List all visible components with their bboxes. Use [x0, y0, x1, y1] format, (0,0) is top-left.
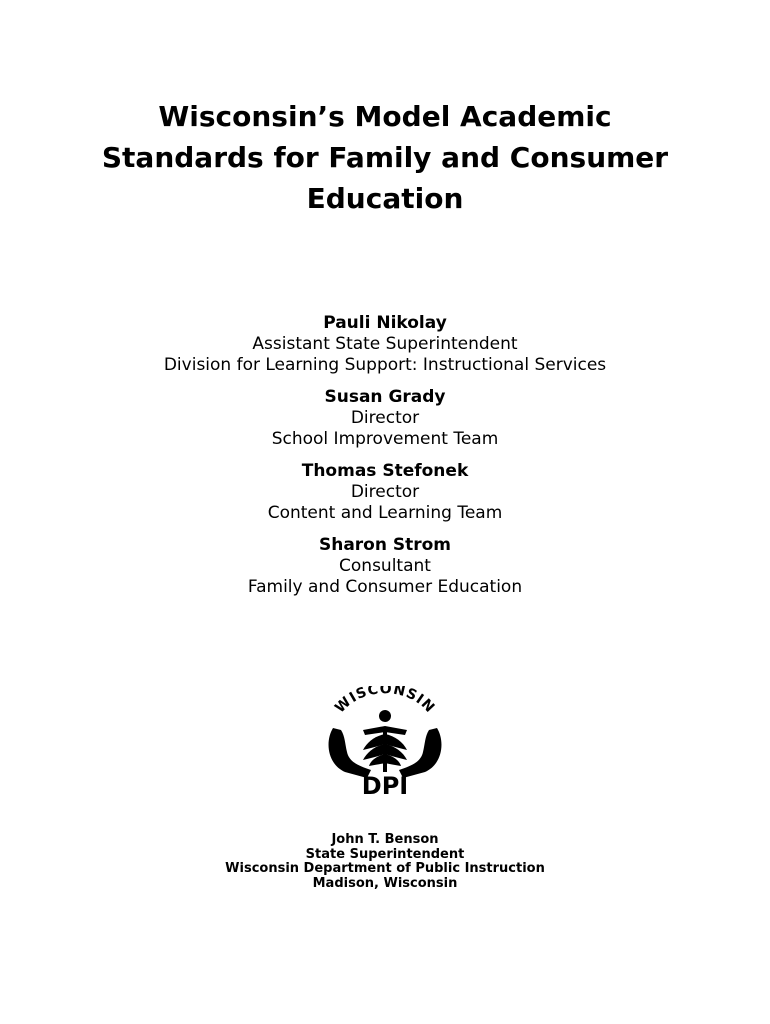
- credit-name: Sharon Strom: [318, 535, 452, 555]
- department-name: Wisconsin Department of Public Instruction: [225, 861, 545, 876]
- credit-block: [0, 313, 770, 376]
- publisher-block: [0, 833, 770, 891]
- title-line-1: Wisconsin’s Model Academic: [158, 100, 612, 133]
- superintendent-title: State Superintendent: [305, 846, 465, 862]
- seal-arc-text: WISCONSIN: [332, 686, 438, 717]
- credit-name: Pauli Nikolay: [323, 313, 447, 333]
- credit-title: Director: [350, 408, 420, 428]
- title-line-3: Education: [306, 182, 464, 215]
- location: Madison, Wisconsin: [312, 875, 458, 891]
- title-line-2: Standards for Family and Consumer: [101, 141, 669, 174]
- credit-title: Consultant: [339, 556, 431, 576]
- staff-credits: [0, 313, 770, 609]
- credit-unit: Family and Consumer Education: [247, 577, 523, 597]
- credit-title: Director: [350, 482, 420, 502]
- seal-base-text: DPI: [361, 772, 409, 798]
- credit-block: [0, 461, 770, 524]
- document-title: [0, 96, 770, 219]
- wisconsin-dpi-seal-icon: [323, 686, 447, 798]
- credit-unit: School Improvement Team: [271, 429, 499, 449]
- credit-name: Thomas Stefonek: [301, 461, 469, 481]
- credit-block: [0, 535, 770, 598]
- credit-name: Susan Grady: [324, 387, 446, 407]
- superintendent-name: John T. Benson: [331, 832, 439, 847]
- credit-unit: Division for Learning Support: Instructional Services: [163, 355, 607, 375]
- credit-block: [0, 387, 770, 450]
- credit-title: Assistant State Superintendent: [252, 334, 518, 354]
- credit-unit: Content and Learning Team: [267, 503, 503, 523]
